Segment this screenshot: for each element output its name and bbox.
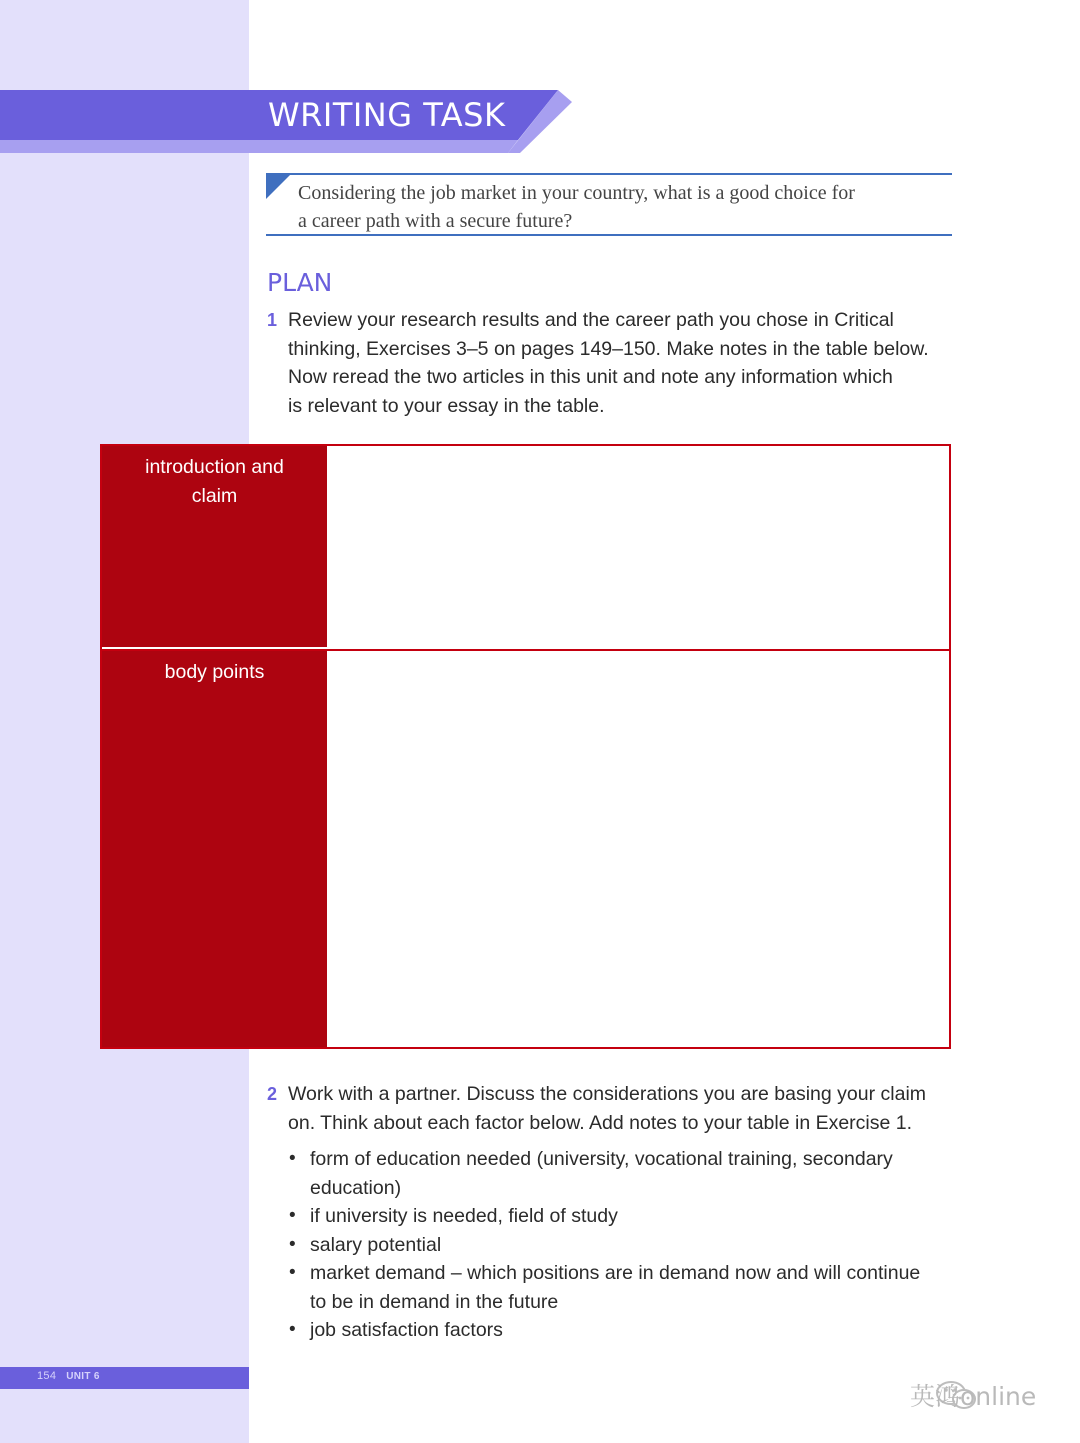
exercise-number: 1 (267, 310, 278, 330)
unit-label: UNIT 6 (66, 1371, 100, 1382)
page-number: 154 (37, 1370, 57, 1382)
row-label-introduction (102, 446, 327, 649)
list-item (287, 1145, 957, 1202)
bullet-icon: • (289, 1205, 296, 1226)
bullet-icon: • (289, 1148, 296, 1169)
exercise-2-instructions (288, 1080, 957, 1137)
corner-triangle-icon (266, 175, 290, 199)
factor-list (287, 1145, 957, 1345)
writing-task-banner (0, 0, 600, 170)
prompt-line: a career path with a secure future? (298, 210, 573, 232)
exercise-1 (267, 306, 957, 420)
instruction-line: Now reread the two articles in this unit and note any information which (288, 366, 893, 388)
list-item-line: education) (310, 1176, 402, 1199)
plan-heading: PLAN (267, 268, 333, 297)
watermark-text: 英鸿online (910, 1382, 1037, 1411)
instruction-line: Work with a partner. Discuss the considerations you are basing your claim (288, 1083, 927, 1105)
table-row-introduction (102, 446, 949, 651)
list-item (287, 1231, 957, 1260)
list-item (287, 1316, 957, 1345)
instruction-line: Review your research results and the career path you chose in Critical (288, 309, 894, 331)
exercise-1-instructions (288, 306, 957, 420)
list-item-line: form of education needed (university, vocational training, secondary (310, 1148, 893, 1170)
list-item-line: if university is needed, field of study (310, 1205, 618, 1227)
row-label-body-points (102, 651, 327, 1047)
instruction-line: is relevant to your essay in the table. (288, 394, 605, 417)
row-label-line: body points (164, 661, 265, 683)
planning-table (100, 444, 951, 1049)
row-label-line: claim (191, 485, 238, 507)
bullet-icon: • (289, 1233, 296, 1255)
table-row-body-points (102, 651, 949, 1047)
prompt-line: Considering the job market in your country, what is a good choice for (298, 182, 855, 204)
bullet-icon: • (289, 1319, 296, 1340)
section-title: WRITING TASK (268, 96, 506, 134)
list-item (287, 1259, 957, 1316)
exercise-2 (267, 1080, 957, 1137)
bullet-icon: • (289, 1262, 296, 1283)
list-item-line: job satisfaction factors (310, 1319, 503, 1341)
list-item-line: to be in demand in the future (310, 1290, 559, 1313)
essay-prompt-box (266, 173, 952, 236)
page-footer (37, 1370, 100, 1382)
list-item-line: salary potential (310, 1233, 442, 1256)
notes-cell-introduction[interactable] (327, 446, 949, 649)
row-label-line: introduction and (145, 456, 284, 478)
instruction-line: thinking, Exercises 3–5 on pages 149–150. Make notes in the table below. (288, 337, 929, 360)
list-item-line: market demand – which positions are in demand now and will continue (310, 1262, 921, 1284)
exercise-number: 2 (267, 1084, 278, 1104)
notes-cell-body-points[interactable] (327, 651, 949, 1047)
essay-prompt-text (298, 179, 938, 235)
instruction-line: on. Think about each factor below. Add notes to your table in Exercise 1. (288, 1111, 913, 1134)
list-item (287, 1202, 957, 1231)
